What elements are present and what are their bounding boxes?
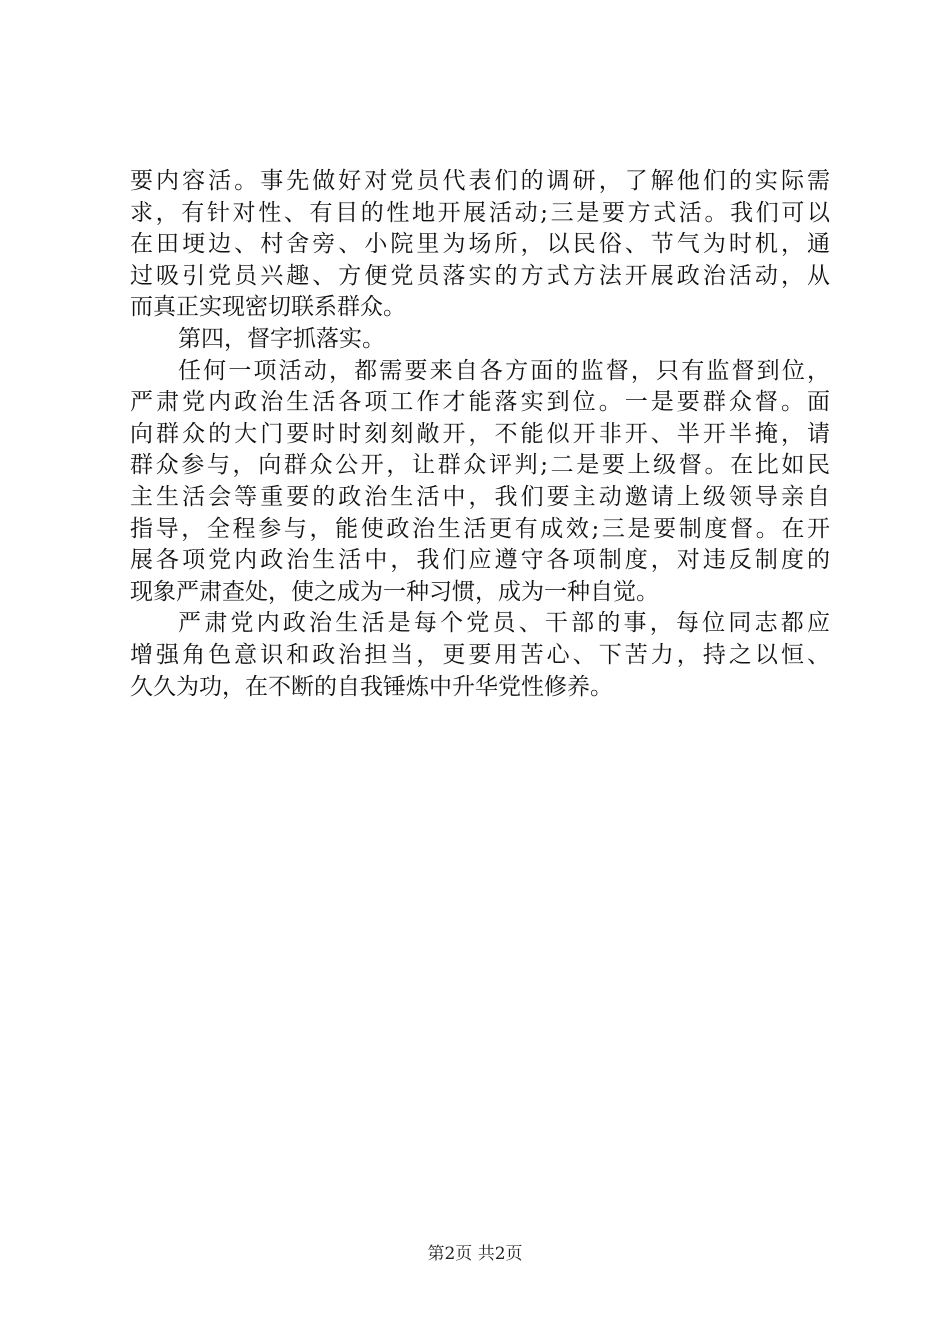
text-line: 求，有针对性、有目的性地开展活动;三是要方式活。我们可以 [130, 199, 830, 226]
document-body [130, 166, 830, 703]
text-line: 向群众的大门要时时刻刻敞开，不能似开非开、半开半掩，请 [130, 420, 830, 447]
text-line: 在田埂边、村舍旁、小院里为场所，以民俗、节气为时机，通 [130, 231, 830, 258]
text-line: 久久为功，在不断的自我锤炼中升华党性修养。 [130, 673, 613, 700]
text-line: 过吸引党员兴趣、方便党员落实的方式方法开展政治活动，从 [130, 262, 830, 289]
text-line: 严肃党内政治生活是每个党员、干部的事，每位同志都应 [178, 610, 830, 637]
text-line: 任何一项活动，都需要来自各方面的监督，只有监督到位， [178, 357, 830, 384]
text-line: 现象严肃查处，使之成为一种习惯，成为一种自觉。 [130, 578, 659, 605]
page-number: 第2页 共2页 [427, 1244, 523, 1264]
text-line: 严肃党内政治生活各项工作才能落实到位。一是要群众督。面 [130, 389, 830, 416]
text-line: 展各项党内政治生活中，我们应遵守各项制度，对违反制度的 [130, 547, 830, 574]
text-line: 增强角色意识和政治担当，更要用苦心、下苦力，持之以恒、 [130, 641, 830, 668]
text-line: 要内容活。事先做好对党员代表们的调研，了解他们的实际需 [130, 168, 830, 194]
text-line: 主生活会等重要的政治生活中，我们要主动邀请上级领导亲自 [130, 483, 830, 510]
text-line: 指导，全程参与，能使政治生活更有成效;三是要制度督。在开 [130, 515, 830, 542]
section-heading: 第四，督字抓落实。 [178, 325, 385, 352]
text-line: 而真正实现密切联系群众。 [130, 294, 406, 321]
text-line: 群众参与，向群众公开，让群众评判;二是要上级督。在比如民 [130, 452, 830, 479]
